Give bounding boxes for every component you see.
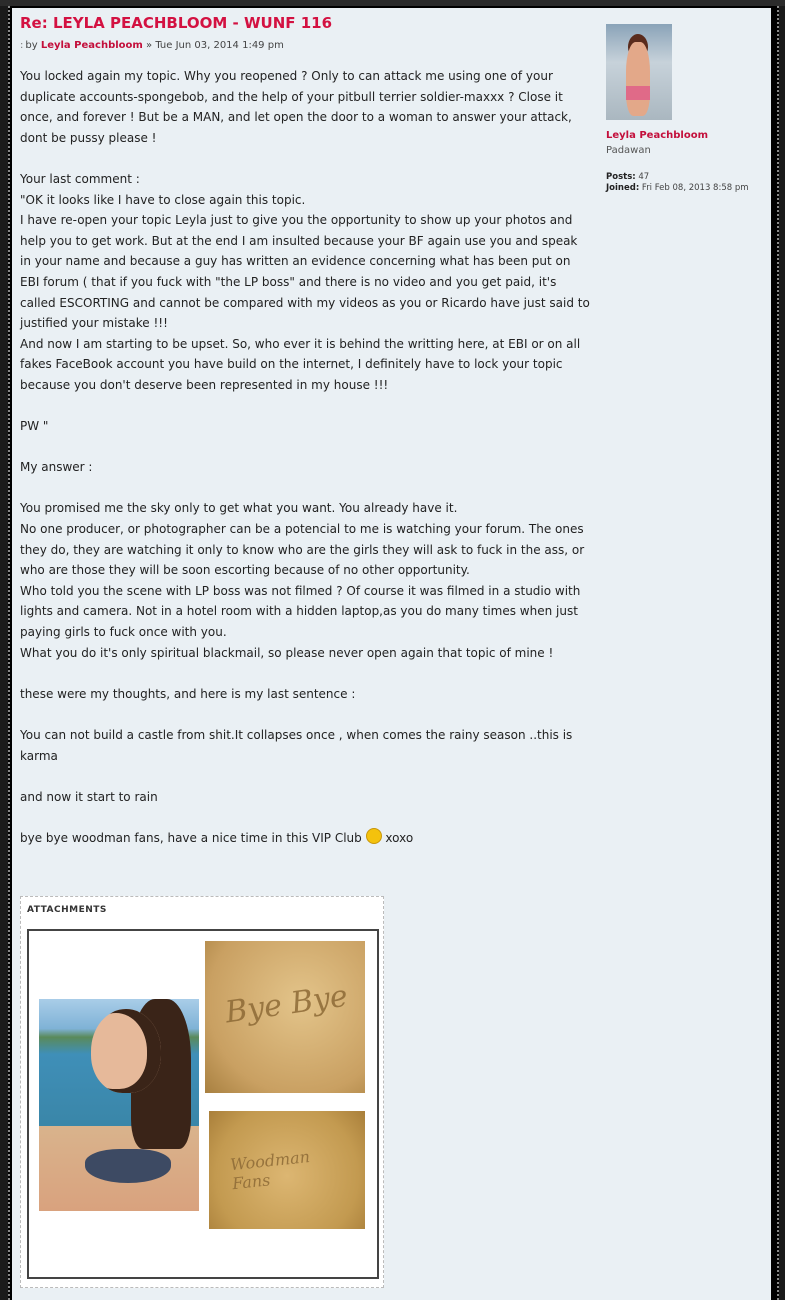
profile-stats (606, 172, 762, 194)
by-prefix: by (25, 40, 38, 51)
post-paragraph: You promised me the sky only to get what you want. You already have it. (20, 501, 458, 516)
post-paragraph (20, 437, 590, 458)
post-author-link[interactable]: Leyla Peachbloom (40, 40, 143, 51)
post-paragraph (20, 478, 590, 499)
joined-value: Fri Feb 08, 2013 8:58 pm (641, 183, 749, 193)
post-paragraph (20, 704, 590, 725)
post-paragraph: Your last comment : (20, 171, 140, 186)
avatar[interactable] (606, 24, 672, 120)
posts-value: 47 (638, 172, 650, 182)
post-link-icon[interactable]: : (20, 40, 24, 51)
closing-text: bye bye woodman fans, have a nice time in this VIP Club (20, 830, 362, 845)
posts-label: Posts: (606, 172, 636, 182)
post-paragraph: PW " (20, 419, 49, 434)
date-separator: » (146, 40, 153, 51)
post-paragraph: What you do it's only spiritual blackmail, so please never open again that topic of mine ! (20, 645, 554, 660)
photo-bikini (85, 1149, 171, 1183)
post-paragraph: You locked again my topic. Why you reopened ? Only to can attack me using one of your duplicate accounts-spongebob, and the help of your pitbull terrier soldier-maxxx ? Close it once, and forever ! But be a MAN, and let open the door to a woman to answer your attack, dont be pussy please ! (20, 69, 576, 145)
post-paragraph: these were my thoughts, and here is my last sentence : (20, 686, 356, 701)
sand-writing: Woodman Fans (229, 1147, 311, 1194)
post-paragraph (20, 396, 590, 417)
avatar-figure (626, 42, 650, 116)
post-paragraph: "OK it looks like I have to close again this topic. (20, 192, 306, 207)
sand-photo-bye-bye (205, 941, 365, 1093)
post-paragraph (20, 148, 590, 169)
post-paragraph: My answer : (20, 460, 93, 475)
post-byline (20, 40, 284, 51)
post-paragraph: I have re-open your topic Leyla just to give you the opportunity to show up your photos and help you to get work. But at the end I am insulted because your BF again use you and speak in your name and because a guy has written an evidence concerning what has been put on EBI forum ( that if you fuck with "the LP boss" and there is no video and you get paid, it's called ESCORTING and cannot be compared with my videos as you or Ricardo have just said to justified your mistake !!! (20, 213, 594, 331)
post-date: Tue Jun 03, 2014 1:49 pm (155, 40, 284, 51)
avatar-suit (626, 86, 650, 100)
post-paragraph: And now I am starting to be upset. So, who ever it is behind the writting here, at EBI or on all fakes FaceBook account you have build on the internet, I definitely have to lock your topic because you don't deserve been represented in my house !!! (20, 336, 585, 392)
sand-writing: Bye Bye (223, 978, 350, 1031)
forum-post (12, 8, 771, 1300)
post-paragraph: No one producer, or photographer can be a potencial to me is watching your forum. The ones they do, they are watching it only to know who are the girls they will ask to fuck in the ass, or who are those they will be soon escorting because of no other opportunity. (20, 522, 589, 578)
post-closing-line (20, 828, 590, 849)
post-paragraph: You can not build a castle from shit.It collapses once , when comes the rainy season ..this is karma (20, 728, 577, 763)
post-body (20, 66, 594, 849)
post-paragraph: and now it start to rain (20, 789, 158, 804)
photo-face (91, 1009, 161, 1093)
profile-username-link[interactable]: Leyla Peachbloom (606, 130, 708, 141)
post-paragraph (20, 663, 590, 684)
profile-rank: Padawan (606, 145, 651, 156)
attachment-image[interactable] (27, 929, 379, 1279)
joined-label: Joined: (606, 183, 640, 193)
post-paragraph (20, 807, 590, 828)
post-paragraph (20, 766, 590, 787)
attachments-label: ATTACHMENTS (27, 905, 107, 915)
smiley-icon (366, 828, 382, 844)
post-title[interactable]: Re: LEYLA PEACHBLOOM - WUNF 116 (20, 14, 333, 32)
attachments-box (20, 896, 384, 1288)
selfie-photo (39, 999, 199, 1211)
sand-photo-woodman (209, 1111, 365, 1229)
closing-suffix: xoxo (381, 830, 414, 845)
post-paragraph: Who told you the scene with LP boss was not filmed ? Of course it was filmed in a studio with lights and camera. Not in a hotel room with a hidden laptop,as you do many times when just paying girls to fuck once with you. (20, 583, 585, 640)
